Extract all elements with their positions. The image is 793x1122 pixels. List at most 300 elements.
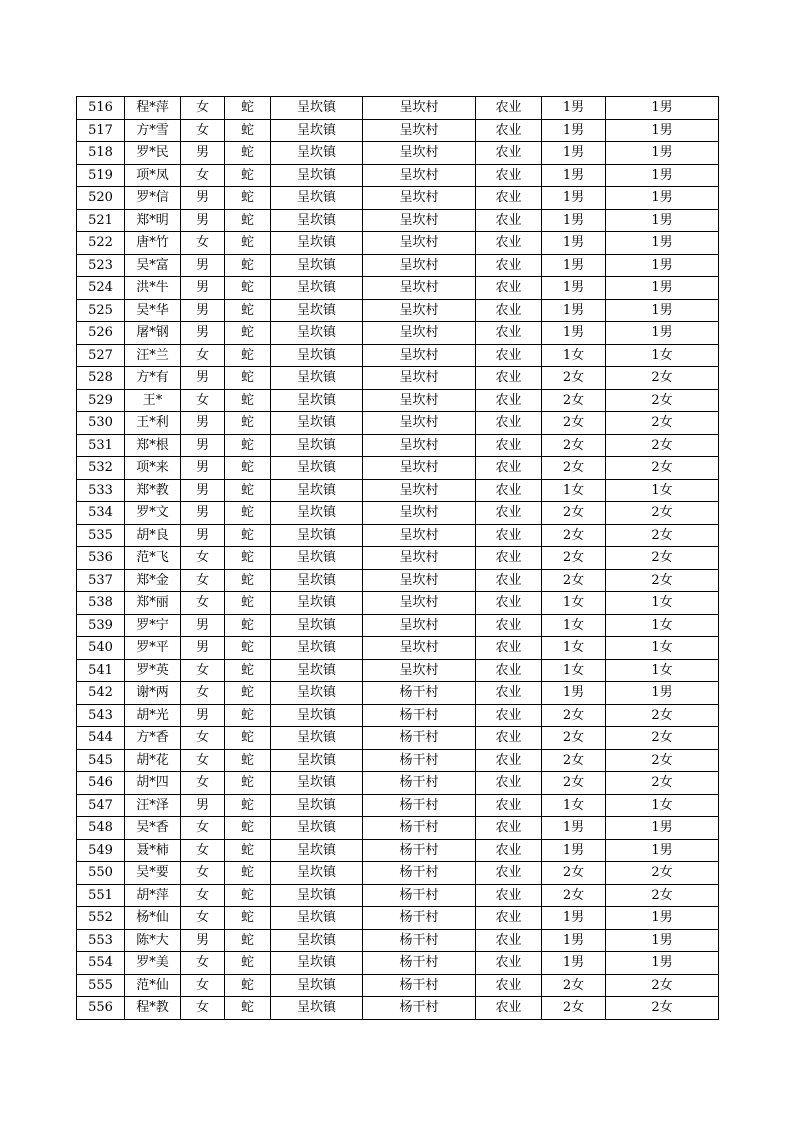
household-type-cell: 农业 (476, 209, 542, 232)
children-repeat-cell: 1男 (606, 952, 719, 975)
table-row (77, 907, 719, 930)
gender-cell: 女 (181, 839, 225, 862)
village-cell: 呈坎村 (363, 434, 476, 457)
children-repeat-cell: 1女 (606, 637, 719, 660)
table-row (77, 389, 719, 412)
table-row (77, 232, 719, 255)
zodiac-cell: 蛇 (225, 232, 271, 255)
village-cell: 呈坎村 (363, 389, 476, 412)
household-type-cell: 农业 (476, 299, 542, 322)
children-cell: 1男 (542, 839, 606, 862)
gender-cell: 男 (181, 299, 225, 322)
table-row (77, 952, 719, 975)
zodiac-cell: 蛇 (225, 344, 271, 367)
row-number-cell: 529 (77, 389, 125, 412)
village-cell: 呈坎村 (363, 502, 476, 525)
town-cell: 呈坎镇 (271, 794, 363, 817)
table-row (77, 997, 719, 1020)
name-cell: 吴*华 (125, 299, 181, 322)
household-type-cell: 农业 (476, 389, 542, 412)
gender-cell: 男 (181, 209, 225, 232)
village-cell: 呈坎村 (363, 457, 476, 480)
zodiac-cell: 蛇 (225, 547, 271, 570)
children-cell: 1男 (542, 322, 606, 345)
name-cell: 郑*明 (125, 209, 181, 232)
town-cell: 呈坎镇 (271, 479, 363, 502)
row-number-cell: 540 (77, 637, 125, 660)
row-number-cell: 537 (77, 569, 125, 592)
table-row (77, 344, 719, 367)
children-cell: 2女 (542, 862, 606, 885)
zodiac-cell: 蛇 (225, 884, 271, 907)
children-repeat-cell: 2女 (606, 569, 719, 592)
household-type-cell: 农业 (476, 547, 542, 570)
children-repeat-cell: 1男 (606, 232, 719, 255)
gender-cell: 女 (181, 232, 225, 255)
village-cell: 杨干村 (363, 749, 476, 772)
row-number-cell: 554 (77, 952, 125, 975)
town-cell: 呈坎镇 (271, 974, 363, 997)
household-type-cell: 农业 (476, 659, 542, 682)
village-cell: 呈坎村 (363, 322, 476, 345)
zodiac-cell: 蛇 (225, 119, 271, 142)
town-cell: 呈坎镇 (271, 457, 363, 480)
name-cell: 胡*萍 (125, 884, 181, 907)
table-row (77, 209, 719, 232)
gender-cell: 女 (181, 727, 225, 750)
zodiac-cell: 蛇 (225, 569, 271, 592)
children-repeat-cell: 2女 (606, 974, 719, 997)
row-number-cell: 526 (77, 322, 125, 345)
table-row (77, 412, 719, 435)
children-repeat-cell: 2女 (606, 457, 719, 480)
household-type-cell: 农业 (476, 839, 542, 862)
table-row (77, 659, 719, 682)
row-number-cell: 550 (77, 862, 125, 885)
gender-cell: 女 (181, 997, 225, 1020)
children-cell: 2女 (542, 974, 606, 997)
gender-cell: 女 (181, 907, 225, 930)
village-cell: 呈坎村 (363, 299, 476, 322)
name-cell: 胡*良 (125, 524, 181, 547)
zodiac-cell: 蛇 (225, 637, 271, 660)
gender-cell: 男 (181, 277, 225, 300)
zodiac-cell: 蛇 (225, 614, 271, 637)
row-number-cell: 525 (77, 299, 125, 322)
table-row (77, 277, 719, 300)
household-type-cell: 农业 (476, 164, 542, 187)
gender-cell: 男 (181, 637, 225, 660)
children-repeat-cell: 2女 (606, 547, 719, 570)
children-cell: 2女 (542, 412, 606, 435)
town-cell: 呈坎镇 (271, 569, 363, 592)
town-cell: 呈坎镇 (271, 142, 363, 165)
town-cell: 呈坎镇 (271, 929, 363, 952)
name-cell: 郑*根 (125, 434, 181, 457)
row-number-cell: 523 (77, 254, 125, 277)
table-row (77, 502, 719, 525)
zodiac-cell: 蛇 (225, 682, 271, 705)
town-cell: 呈坎镇 (271, 592, 363, 615)
town-cell: 呈坎镇 (271, 299, 363, 322)
name-cell: 王*利 (125, 412, 181, 435)
gender-cell: 男 (181, 794, 225, 817)
children-repeat-cell: 1男 (606, 682, 719, 705)
zodiac-cell: 蛇 (225, 277, 271, 300)
gender-cell: 男 (181, 412, 225, 435)
children-cell: 1女 (542, 614, 606, 637)
row-number-cell: 520 (77, 187, 125, 210)
row-number-cell: 532 (77, 457, 125, 480)
gender-cell: 女 (181, 862, 225, 885)
table-row (77, 434, 719, 457)
children-cell: 1男 (542, 187, 606, 210)
town-cell: 呈坎镇 (271, 839, 363, 862)
gender-cell: 女 (181, 682, 225, 705)
name-cell: 屠*钢 (125, 322, 181, 345)
village-cell: 杨干村 (363, 817, 476, 840)
gender-cell: 男 (181, 434, 225, 457)
row-number-cell: 548 (77, 817, 125, 840)
table-row (77, 457, 719, 480)
gender-cell: 女 (181, 974, 225, 997)
zodiac-cell: 蛇 (225, 929, 271, 952)
zodiac-cell: 蛇 (225, 794, 271, 817)
name-cell: 方*香 (125, 727, 181, 750)
zodiac-cell: 蛇 (225, 727, 271, 750)
zodiac-cell: 蛇 (225, 209, 271, 232)
table-row (77, 704, 719, 727)
table-row (77, 614, 719, 637)
name-cell: 罗*信 (125, 187, 181, 210)
table-row (77, 637, 719, 660)
household-type-cell: 农业 (476, 749, 542, 772)
name-cell: 杨*仙 (125, 907, 181, 930)
household-type-cell: 农业 (476, 254, 542, 277)
town-cell: 呈坎镇 (271, 277, 363, 300)
household-type-cell: 农业 (476, 119, 542, 142)
household-type-cell: 农业 (476, 142, 542, 165)
zodiac-cell: 蛇 (225, 839, 271, 862)
town-cell: 呈坎镇 (271, 817, 363, 840)
gender-cell: 男 (181, 614, 225, 637)
children-repeat-cell: 2女 (606, 367, 719, 390)
gender-cell: 女 (181, 772, 225, 795)
household-type-cell: 农业 (476, 277, 542, 300)
household-type-cell: 农业 (476, 232, 542, 255)
zodiac-cell: 蛇 (225, 299, 271, 322)
household-type-cell: 农业 (476, 344, 542, 367)
zodiac-cell: 蛇 (225, 389, 271, 412)
village-cell: 呈坎村 (363, 187, 476, 210)
children-cell: 2女 (542, 884, 606, 907)
children-repeat-cell: 1女 (606, 614, 719, 637)
row-number-cell: 534 (77, 502, 125, 525)
village-cell: 杨干村 (363, 772, 476, 795)
children-cell: 1男 (542, 97, 606, 120)
row-number-cell: 531 (77, 434, 125, 457)
zodiac-cell: 蛇 (225, 457, 271, 480)
gender-cell: 女 (181, 389, 225, 412)
village-cell: 呈坎村 (363, 592, 476, 615)
zodiac-cell: 蛇 (225, 952, 271, 975)
children-repeat-cell: 1男 (606, 299, 719, 322)
town-cell: 呈坎镇 (271, 749, 363, 772)
children-repeat-cell: 2女 (606, 389, 719, 412)
children-cell: 2女 (542, 547, 606, 570)
village-cell: 杨干村 (363, 727, 476, 750)
row-number-cell: 519 (77, 164, 125, 187)
children-repeat-cell: 2女 (606, 502, 719, 525)
town-cell: 呈坎镇 (271, 614, 363, 637)
children-cell: 1男 (542, 299, 606, 322)
children-cell: 2女 (542, 434, 606, 457)
village-cell: 杨干村 (363, 929, 476, 952)
gender-cell: 女 (181, 592, 225, 615)
village-cell: 呈坎村 (363, 164, 476, 187)
children-cell: 1男 (542, 907, 606, 930)
row-number-cell: 547 (77, 794, 125, 817)
table-row (77, 187, 719, 210)
village-cell: 呈坎村 (363, 232, 476, 255)
name-cell: 胡*光 (125, 704, 181, 727)
children-cell: 1男 (542, 929, 606, 952)
household-type-cell: 农业 (476, 322, 542, 345)
children-repeat-cell: 1男 (606, 97, 719, 120)
name-cell: 罗*民 (125, 142, 181, 165)
zodiac-cell: 蛇 (225, 862, 271, 885)
household-type-cell: 农业 (476, 727, 542, 750)
household-type-cell: 农业 (476, 479, 542, 502)
name-cell: 项*来 (125, 457, 181, 480)
household-type-cell: 农业 (476, 524, 542, 547)
children-repeat-cell: 1男 (606, 277, 719, 300)
children-repeat-cell: 1男 (606, 907, 719, 930)
row-number-cell: 528 (77, 367, 125, 390)
children-cell: 1女 (542, 344, 606, 367)
row-number-cell: 527 (77, 344, 125, 367)
household-type-cell: 农业 (476, 704, 542, 727)
children-repeat-cell: 2女 (606, 862, 719, 885)
town-cell: 呈坎镇 (271, 389, 363, 412)
zodiac-cell: 蛇 (225, 592, 271, 615)
table-row (77, 479, 719, 502)
row-number-cell: 544 (77, 727, 125, 750)
row-number-cell: 542 (77, 682, 125, 705)
gender-cell: 男 (181, 187, 225, 210)
children-repeat-cell: 1女 (606, 794, 719, 817)
children-repeat-cell: 2女 (606, 434, 719, 457)
children-repeat-cell: 1男 (606, 164, 719, 187)
household-type-cell: 农业 (476, 457, 542, 480)
row-number-cell: 524 (77, 277, 125, 300)
children-cell: 1女 (542, 592, 606, 615)
village-cell: 呈坎村 (363, 614, 476, 637)
village-cell: 呈坎村 (363, 367, 476, 390)
row-number-cell: 530 (77, 412, 125, 435)
town-cell: 呈坎镇 (271, 907, 363, 930)
household-type-cell: 农业 (476, 434, 542, 457)
village-cell: 呈坎村 (363, 97, 476, 120)
town-cell: 呈坎镇 (271, 254, 363, 277)
zodiac-cell: 蛇 (225, 254, 271, 277)
household-type-cell: 农业 (476, 682, 542, 705)
name-cell: 汪*兰 (125, 344, 181, 367)
zodiac-cell: 蛇 (225, 187, 271, 210)
household-type-cell: 农业 (476, 502, 542, 525)
gender-cell: 女 (181, 817, 225, 840)
village-cell: 杨干村 (363, 952, 476, 975)
children-cell: 1女 (542, 479, 606, 502)
name-cell: 陈*大 (125, 929, 181, 952)
gender-cell: 男 (181, 704, 225, 727)
zodiac-cell: 蛇 (225, 434, 271, 457)
household-type-cell: 农业 (476, 97, 542, 120)
row-number-cell: 555 (77, 974, 125, 997)
village-cell: 杨干村 (363, 704, 476, 727)
table-row (77, 884, 719, 907)
household-type-cell: 农业 (476, 592, 542, 615)
row-number-cell: 549 (77, 839, 125, 862)
table-row (77, 142, 719, 165)
village-cell: 呈坎村 (363, 637, 476, 660)
village-cell: 杨干村 (363, 884, 476, 907)
row-number-cell: 522 (77, 232, 125, 255)
name-cell: 郑*丽 (125, 592, 181, 615)
name-cell: 罗*美 (125, 952, 181, 975)
table-row (77, 164, 719, 187)
village-cell: 杨干村 (363, 974, 476, 997)
town-cell: 呈坎镇 (271, 637, 363, 660)
village-cell: 呈坎村 (363, 524, 476, 547)
gender-cell: 男 (181, 479, 225, 502)
town-cell: 呈坎镇 (271, 772, 363, 795)
table-row (77, 839, 719, 862)
table-row (77, 254, 719, 277)
name-cell: 聂*柿 (125, 839, 181, 862)
zodiac-cell: 蛇 (225, 659, 271, 682)
name-cell: 吴*要 (125, 862, 181, 885)
name-cell: 罗*宁 (125, 614, 181, 637)
zodiac-cell: 蛇 (225, 907, 271, 930)
name-cell: 罗*平 (125, 637, 181, 660)
village-cell: 呈坎村 (363, 659, 476, 682)
town-cell: 呈坎镇 (271, 119, 363, 142)
name-cell: 罗*英 (125, 659, 181, 682)
children-repeat-cell: 1女 (606, 344, 719, 367)
children-cell: 2女 (542, 502, 606, 525)
table-row (77, 862, 719, 885)
row-number-cell: 546 (77, 772, 125, 795)
children-cell: 1男 (542, 952, 606, 975)
town-cell: 呈坎镇 (271, 187, 363, 210)
table-row (77, 119, 719, 142)
gender-cell: 女 (181, 119, 225, 142)
village-cell: 杨干村 (363, 794, 476, 817)
children-repeat-cell: 1男 (606, 839, 719, 862)
zodiac-cell: 蛇 (225, 322, 271, 345)
household-type-cell: 农业 (476, 367, 542, 390)
name-cell: 方*有 (125, 367, 181, 390)
row-number-cell: 539 (77, 614, 125, 637)
village-cell: 杨干村 (363, 682, 476, 705)
town-cell: 呈坎镇 (271, 97, 363, 120)
records-table (76, 96, 719, 1020)
children-cell: 2女 (542, 772, 606, 795)
zodiac-cell: 蛇 (225, 704, 271, 727)
zodiac-cell: 蛇 (225, 412, 271, 435)
town-cell: 呈坎镇 (271, 997, 363, 1020)
household-type-cell: 农业 (476, 794, 542, 817)
children-repeat-cell: 1男 (606, 817, 719, 840)
zodiac-cell: 蛇 (225, 772, 271, 795)
village-cell: 杨干村 (363, 997, 476, 1020)
zodiac-cell: 蛇 (225, 142, 271, 165)
row-number-cell: 521 (77, 209, 125, 232)
table-row (77, 322, 719, 345)
row-number-cell: 556 (77, 997, 125, 1020)
table-row (77, 749, 719, 772)
town-cell: 呈坎镇 (271, 434, 363, 457)
household-type-cell: 农业 (476, 929, 542, 952)
children-cell: 1女 (542, 637, 606, 660)
row-number-cell: 535 (77, 524, 125, 547)
children-repeat-cell: 1男 (606, 209, 719, 232)
village-cell: 呈坎村 (363, 277, 476, 300)
children-repeat-cell: 2女 (606, 772, 719, 795)
zodiac-cell: 蛇 (225, 974, 271, 997)
zodiac-cell: 蛇 (225, 502, 271, 525)
household-type-cell: 农业 (476, 817, 542, 840)
gender-cell: 女 (181, 97, 225, 120)
name-cell: 范*仙 (125, 974, 181, 997)
household-type-cell: 农业 (476, 614, 542, 637)
row-number-cell: 516 (77, 97, 125, 120)
children-cell: 1男 (542, 142, 606, 165)
name-cell: 胡*四 (125, 772, 181, 795)
gender-cell: 女 (181, 569, 225, 592)
village-cell: 呈坎村 (363, 209, 476, 232)
town-cell: 呈坎镇 (271, 164, 363, 187)
children-cell: 1男 (542, 164, 606, 187)
zodiac-cell: 蛇 (225, 164, 271, 187)
household-type-cell: 农业 (476, 997, 542, 1020)
household-type-cell: 农业 (476, 907, 542, 930)
gender-cell: 男 (181, 524, 225, 547)
children-repeat-cell: 2女 (606, 997, 719, 1020)
village-cell: 呈坎村 (363, 412, 476, 435)
town-cell: 呈坎镇 (271, 884, 363, 907)
children-cell: 2女 (542, 997, 606, 1020)
table-row (77, 524, 719, 547)
children-cell: 1女 (542, 794, 606, 817)
gender-cell: 女 (181, 952, 225, 975)
children-repeat-cell: 2女 (606, 704, 719, 727)
town-cell: 呈坎镇 (271, 344, 363, 367)
children-cell: 2女 (542, 704, 606, 727)
gender-cell: 女 (181, 749, 225, 772)
records-table-body (77, 97, 719, 1020)
gender-cell: 女 (181, 547, 225, 570)
table-row (77, 727, 719, 750)
name-cell: 胡*花 (125, 749, 181, 772)
household-type-cell: 农业 (476, 569, 542, 592)
table-row (77, 367, 719, 390)
town-cell: 呈坎镇 (271, 367, 363, 390)
town-cell: 呈坎镇 (271, 412, 363, 435)
town-cell: 呈坎镇 (271, 952, 363, 975)
children-cell: 1男 (542, 209, 606, 232)
